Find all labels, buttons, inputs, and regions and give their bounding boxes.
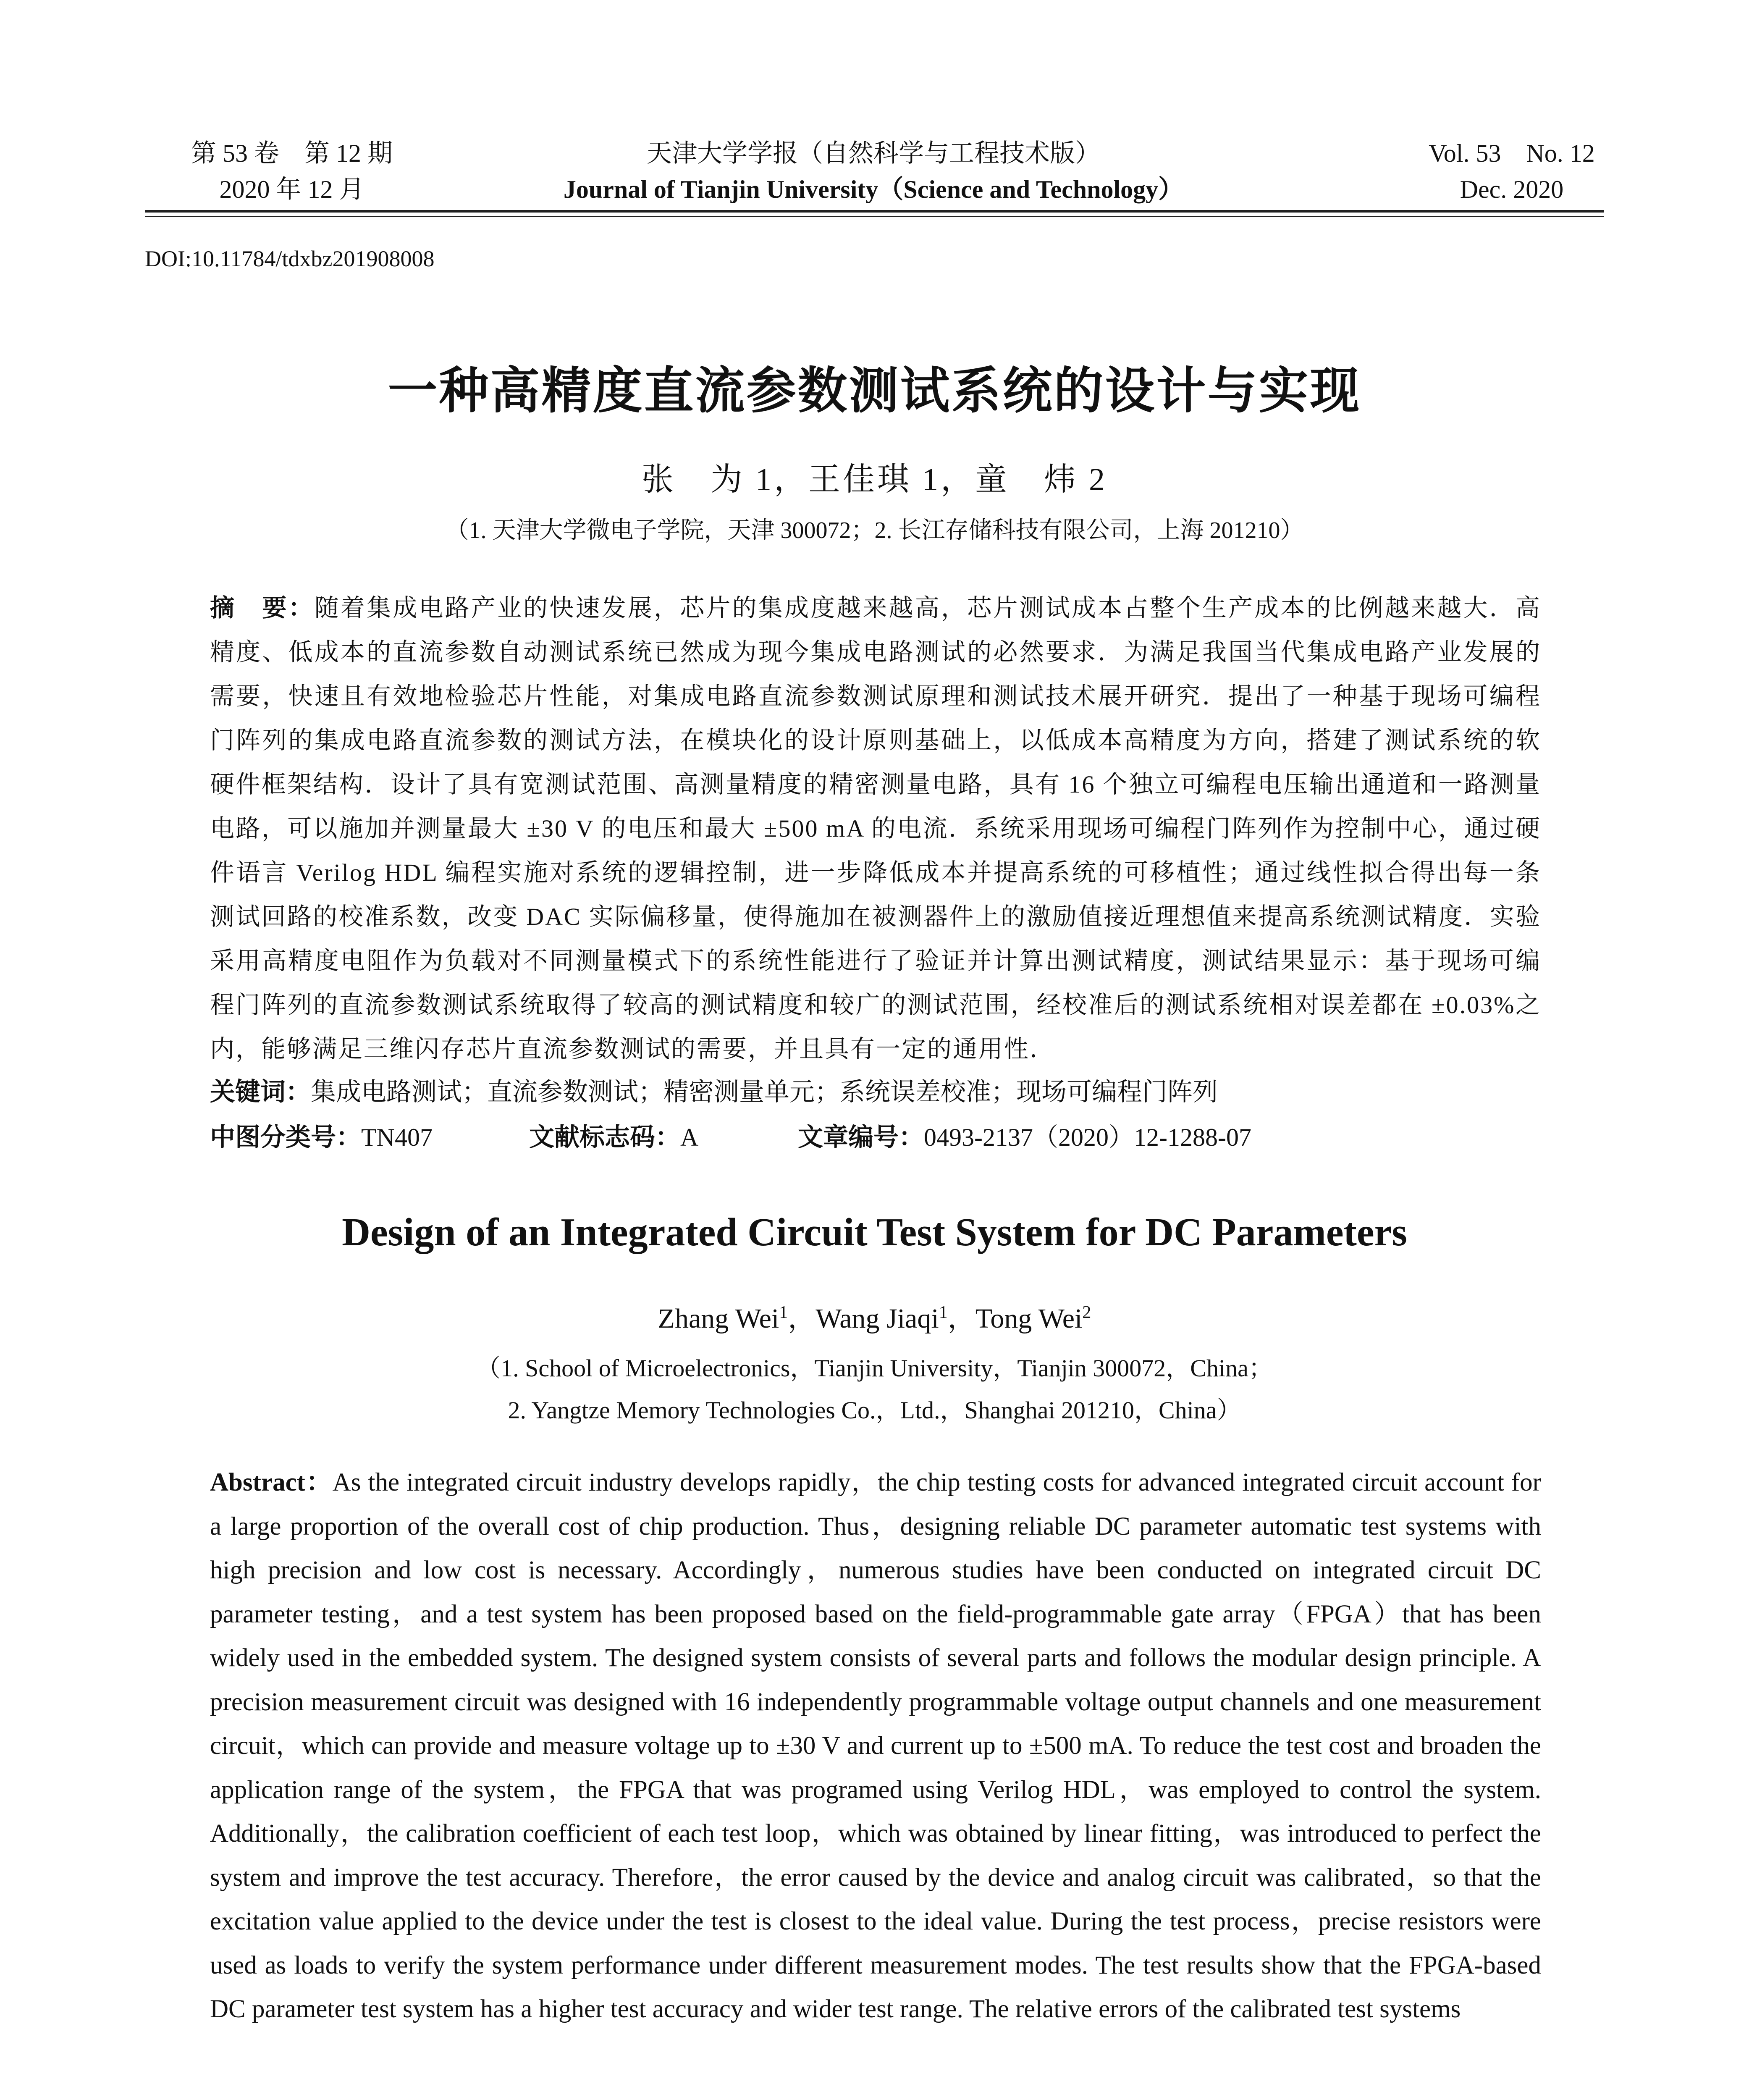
article-number: 文章编号：0493-2137（2020）12-1288-07 — [798, 1123, 1251, 1152]
date-line-en: Dec. 2020 — [1460, 176, 1564, 203]
journal-name-en: Journal of Tianjin University（Science and Technology） — [563, 176, 1184, 203]
abstract-en-label: Abstract： — [210, 1468, 333, 1496]
affiliation-cn: （1. 天津大学微电子学院，天津 300072；2. 长江存储科技有限公司，上海 201210） — [445, 517, 1304, 543]
author-2-affil: 1 — [939, 1303, 948, 1322]
volume-issue-line: 第 53 卷 第 12 期 — [191, 139, 393, 167]
header-rule-thin — [145, 216, 1604, 217]
header-rule-thick — [145, 210, 1604, 213]
authors-cn: 张 为 1，王佳琪 1，童 炜 2 — [642, 462, 1107, 497]
abstract-en-text: As the integrated circuit industry develops rapidly，the chip testing costs for advanced integrated circuit account for a large proportion of the overall cost of chip production. Thus，designing reliable DC parameter automatic test systems with high precision and low cost is necessary. Accordingly，numerous studies have been conducted on integrated circuit DC parameter testing，and a test system has been proposed based on the field-programmable gate array（FPGA）that has been widely used in the embedded system. The designed system consists of several parts and follows the modular design principle. A precision measurement circuit was designed with 16 independently programmable voltage output channels and one measurement circuit，which can provide and measure voltage up to ±30 V and current up to ±500 mA. To reduce the test cost and broaden the application range of the system，the FPGA that was programed using Verilog HDL，was employed to control the system. Additionally，the calibration coefficient of each test loop，which was obtained by linear fitting，was introduced to perfect the system and improve the test accuracy. Therefore，the error caused by the device and analog circuit was calibrated，so that the excitation value applied to the device under the test is closest to the ideal value. During the test process，precise resistors were used as loads to verify the system performance under different measurement modes. The test results show that the FPGA-based DC parameter test system has a higher test accuracy and wider test range. The relative errors of the calibrated test systems — [210, 1468, 1541, 2023]
paper-title-en: Design of an Integrated Circuit Test System for DC Parameters — [342, 1210, 1407, 1254]
author-1: Zhang Wei — [658, 1303, 779, 1334]
journal-name — [504, 135, 1243, 207]
affiliation-en-1: （1. School of Microelectronics，Tianjin University，Tianjin 300072，China； — [476, 1354, 1273, 1382]
keywords-cn-text: 集成电路测试；直流参数测试；精密测量单元；系统误差校准；现场可编程门阵列 — [311, 1078, 1218, 1106]
date-line-cn: 2020 年 12 月 — [219, 176, 364, 203]
abstract-cn-text: 随着集成电路产业的快速发展，芯片的集成度越来越高，芯片测试成本占整个生产成本的比例越来越大．高精度、低成本的直流参数自动测试系统已然成为现今集成电路测试的必然要求．为满足我国当代集成电路产业发展的需要，快速且有效地检验芯片性能，对集成电路直流参数测试原理和测试技术展开研究．提出了一种基于现场可编程门阵列的集成电路直流参数的测试方法，在模块化的设计原则基础上，以低成本高精度为方向，搭建了测试系统的软硬件框架结构．设计了具有宽测试范围、高测量精度的精密测量电路，具有 16 个独立可编程电压输出通道和一路测量电路，可以施加并测量最大 ±30 V 的电压和最大 ±500 mA 的电流．系统采用现场可编程门阵列作为控制中心，通过硬件语言 Verilog HDL 编程实施对系统的逻辑控制，进一步降低成本并提高系统的可移植性；通过线性拟合得出每一条测试回路的校准系数，改变 DAC 实际偏移量，使得施加在被测器件上的激励值接近理想值来提高系统测试精度．实验采用高精度电阻作为负载对不同测量模式下的系统性能进行了验证并计算出测试精度，测试结果显示：基于现场可编程门阵列的直流参数测试系统取得了较高的测试精度和较广的测试范围，经校准后的测试系统相对误差都在 ±0.03%之内，能够满足三维闪存芯片直流参数测试的需要，并且具有一定的通用性． — [210, 594, 1541, 1063]
affiliation-en-2: 2. Yangtze Memory Technologies Co.，Ltd.，Shanghai 201210，China） — [508, 1396, 1241, 1424]
authors-en: Zhang Wei$^1$，Wang Jiaqi$^1$，Tong Wei$^2$ — [658, 1303, 1091, 1334]
abstract-en — [210, 1461, 1541, 2032]
paper-title-cn: 一种高精度直流参数测试系统的设计与实现 — [388, 362, 1361, 420]
author-1-affil: 1 — [779, 1303, 788, 1322]
author-3-affil: 2 — [1082, 1303, 1091, 1322]
volume-issue-en: Vol. 53 No. 12 — [1429, 139, 1595, 167]
abstract-cn-label: 摘 要： — [210, 593, 315, 622]
document-code: 文献标志码：A — [529, 1123, 699, 1152]
keywords-cn — [210, 1072, 1541, 1108]
clc-number: 中图分类号：TN407 — [210, 1123, 433, 1152]
doi: DOI:10.11784/tdxbz201908008 — [145, 246, 435, 271]
keywords-cn-label: 关键词： — [210, 1077, 311, 1107]
journal-volume-en — [1411, 135, 1613, 207]
abstract-cn — [210, 586, 1541, 1071]
author-2: Wang Jiaqi — [816, 1303, 939, 1334]
author-3: Tong Wei — [975, 1303, 1083, 1334]
journal-volume-issue — [145, 135, 439, 207]
journal-name-cn: 天津大学学报（自然科学与工程技术版） — [647, 139, 1100, 167]
